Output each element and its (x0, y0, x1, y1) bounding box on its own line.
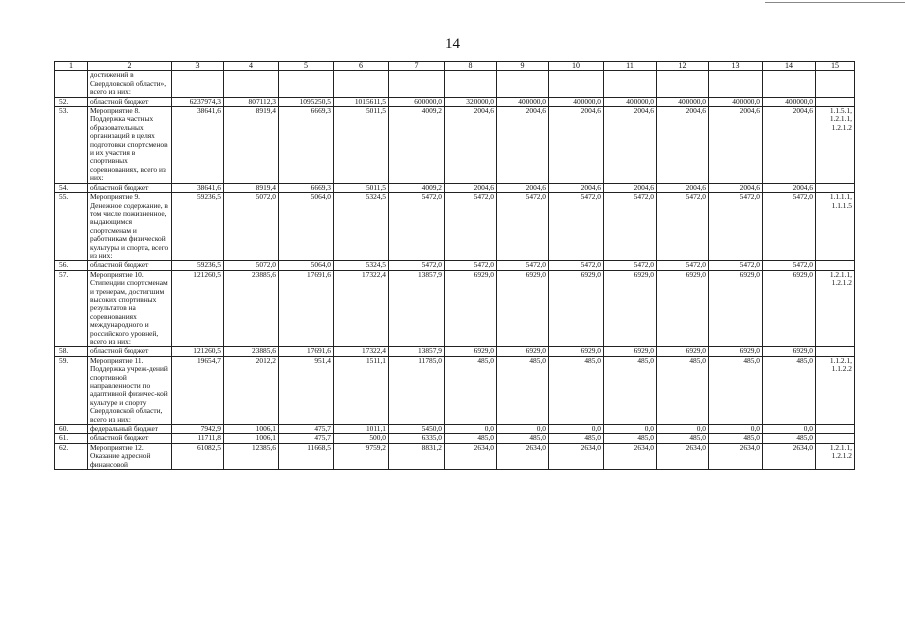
column-number: 11 (604, 62, 657, 71)
column-number: 5 (279, 62, 334, 71)
value-cell: 5064,0 (279, 193, 334, 261)
value-cell: 5472,0 (389, 193, 445, 261)
value-cell: 38641,6 (172, 183, 224, 192)
value-cell: 485,0 (657, 434, 709, 443)
value-cell: 6929,0 (445, 347, 497, 356)
value-cell: 2004,6 (549, 183, 604, 192)
value-cell: 2004,6 (604, 183, 657, 192)
value-cell: 485,0 (497, 356, 549, 424)
value-cell: 485,0 (549, 356, 604, 424)
row-index: 61. (55, 434, 88, 443)
value-cell: 2634,0 (497, 443, 549, 469)
empty-cell (549, 71, 604, 97)
empty-cell (816, 71, 855, 97)
value-cell: 4009,2 (389, 107, 445, 184)
value-cell: 320000,0 (445, 97, 497, 106)
column-number: 4 (224, 62, 279, 71)
table-row (55, 443, 855, 469)
value-cell: 485,0 (763, 356, 816, 424)
value-cell: 400000,0 (657, 97, 709, 106)
table-row (55, 193, 855, 261)
row-name: областной бюджет (88, 261, 172, 270)
value-cell: 0,0 (709, 425, 763, 434)
value-cell: 475,7 (279, 434, 334, 443)
empty-cell (224, 71, 279, 97)
value-cell: 485,0 (604, 434, 657, 443)
value-cell: 5472,0 (445, 193, 497, 261)
target-code-cell: 1.2.1.1, 1.2.1.2 (816, 270, 855, 347)
value-cell: 17691,6 (279, 347, 334, 356)
value-cell: 6929,0 (445, 270, 497, 347)
row-name: областной бюджет (88, 183, 172, 192)
column-number: 7 (389, 62, 445, 71)
empty-cell (389, 71, 445, 97)
target-code-cell (816, 425, 855, 434)
value-cell: 485,0 (497, 434, 549, 443)
value-cell: 5324,5 (334, 193, 389, 261)
value-cell: 11785,0 (389, 356, 445, 424)
value-cell: 5472,0 (604, 193, 657, 261)
empty-cell (172, 71, 224, 97)
row-index: 55. (55, 193, 88, 261)
value-cell: 6929,0 (497, 270, 549, 347)
value-cell: 1011,1 (334, 425, 389, 434)
value-cell: 6669,3 (279, 107, 334, 184)
value-cell: 6929,0 (709, 270, 763, 347)
value-cell: 5472,0 (389, 261, 445, 270)
target-code-cell (816, 261, 855, 270)
table-row (55, 356, 855, 424)
table-row (55, 270, 855, 347)
value-cell: 5472,0 (709, 193, 763, 261)
column-number: 12 (657, 62, 709, 71)
row-name: Мероприятие 12. Оказание адресной финансовой (88, 443, 172, 469)
value-cell: 485,0 (445, 356, 497, 424)
value-cell: 8919,4 (224, 183, 279, 192)
row-name: областной бюджет (88, 347, 172, 356)
column-number-row (55, 62, 855, 71)
empty-cell (604, 71, 657, 97)
empty-cell (497, 71, 549, 97)
value-cell: 6335,0 (389, 434, 445, 443)
value-cell: 485,0 (549, 434, 604, 443)
value-cell: 485,0 (763, 434, 816, 443)
value-cell: 0,0 (549, 425, 604, 434)
row-name: федеральный бюджет (88, 425, 172, 434)
value-cell: 400000,0 (604, 97, 657, 106)
column-number: 10 (549, 62, 604, 71)
value-cell: 400000,0 (497, 97, 549, 106)
row-index: 58. (55, 347, 88, 356)
value-cell: 4009,2 (389, 183, 445, 192)
value-cell: 2004,6 (497, 107, 549, 184)
value-cell: 485,0 (709, 434, 763, 443)
column-number: 8 (445, 62, 497, 71)
value-cell: 38641,6 (172, 107, 224, 184)
value-cell: 59236,5 (172, 261, 224, 270)
value-cell: 2012,2 (224, 356, 279, 424)
value-cell: 2004,6 (549, 107, 604, 184)
value-cell: 0,0 (604, 425, 657, 434)
value-cell: 951,4 (279, 356, 334, 424)
table-row (55, 434, 855, 443)
value-cell: 6669,3 (279, 183, 334, 192)
value-cell: 2634,0 (549, 443, 604, 469)
row-name: Мероприятие 9. Денежное содержание, в том числе пожизненное, выдающимся спортсменам и работникам физической культуры и спорта, всего из них: (88, 193, 172, 261)
table-row (55, 425, 855, 434)
budget-table (54, 61, 855, 470)
value-cell: 807112,3 (224, 97, 279, 106)
value-cell: 5072,0 (224, 193, 279, 261)
value-cell: 6929,0 (657, 347, 709, 356)
value-cell: 6929,0 (604, 347, 657, 356)
column-number: 2 (88, 62, 172, 71)
value-cell: 2004,6 (445, 107, 497, 184)
page-number: 14 (445, 36, 460, 52)
value-cell: 5011,5 (334, 183, 389, 192)
target-code-cell (816, 97, 855, 106)
value-cell: 8831,2 (389, 443, 445, 469)
row-name: Мероприятие 8. Поддержка частных образовательных организаций в целях подготовки спортсменов и их участия в спортивных соревнованиях, всего из них: (88, 107, 172, 184)
row-name: областной бюджет (88, 434, 172, 443)
row-index: 54. (55, 183, 88, 192)
value-cell: 2004,6 (604, 107, 657, 184)
value-cell: 2634,0 (604, 443, 657, 469)
value-cell: 500,0 (334, 434, 389, 443)
value-cell: 1006,1 (224, 425, 279, 434)
row-name: Мероприятие 11. Поддержка учреж-дений спортивной направленности по адаптивной физичес-кой культуре и спорту Свердловской области, всего из них: (88, 356, 172, 424)
value-cell: 5472,0 (549, 261, 604, 270)
value-cell: 2004,6 (709, 107, 763, 184)
table-row (55, 107, 855, 184)
value-cell: 2004,6 (709, 183, 763, 192)
table-body (55, 62, 855, 470)
column-number: 1 (55, 62, 88, 71)
value-cell: 6929,0 (604, 270, 657, 347)
value-cell: 2634,0 (763, 443, 816, 469)
value-cell: 1095250,5 (279, 97, 334, 106)
target-code-cell (816, 347, 855, 356)
value-cell: 400000,0 (709, 97, 763, 106)
value-cell: 485,0 (604, 356, 657, 424)
column-number: 14 (763, 62, 816, 71)
value-cell: 17322,4 (334, 347, 389, 356)
value-cell: 5472,0 (549, 193, 604, 261)
value-cell: 2004,6 (763, 107, 816, 184)
value-cell: 6929,0 (763, 347, 816, 356)
value-cell: 0,0 (657, 425, 709, 434)
value-cell: 19654,7 (172, 356, 224, 424)
value-cell: 9759,2 (334, 443, 389, 469)
value-cell: 13857,9 (389, 270, 445, 347)
value-cell: 17322,4 (334, 270, 389, 347)
value-cell: 485,0 (445, 434, 497, 443)
row-index: 57. (55, 270, 88, 347)
empty-cell (763, 71, 816, 97)
value-cell: 6929,0 (709, 347, 763, 356)
table-row (55, 261, 855, 270)
top-rule (765, 2, 905, 3)
row-index: 60. (55, 425, 88, 434)
empty-cell (445, 71, 497, 97)
value-cell: 5072,0 (224, 261, 279, 270)
value-cell: 5472,0 (604, 261, 657, 270)
value-cell: 600000,0 (389, 97, 445, 106)
value-cell: 6929,0 (657, 270, 709, 347)
value-cell: 2004,6 (445, 183, 497, 192)
continuation-row (55, 71, 855, 97)
row-name: Мероприятие 10. Стипендии спортсменам и тренерам, достигшим высоких спортивных результатов на соревнованиях международного и российского уровней, всего из них: (88, 270, 172, 347)
value-cell: 1006,1 (224, 434, 279, 443)
table-row (55, 183, 855, 192)
table-row (55, 97, 855, 106)
value-cell: 23885,6 (224, 270, 279, 347)
value-cell: 475,7 (279, 425, 334, 434)
value-cell: 5472,0 (657, 193, 709, 261)
value-cell: 400000,0 (763, 97, 816, 106)
value-cell: 2004,6 (657, 107, 709, 184)
continuation-name-cell: достижений в Свердловской области», всего из них: (88, 71, 172, 97)
value-cell: 6929,0 (497, 347, 549, 356)
column-number: 13 (709, 62, 763, 71)
value-cell: 2004,6 (763, 183, 816, 192)
column-number: 3 (172, 62, 224, 71)
value-cell: 23885,6 (224, 347, 279, 356)
value-cell: 5472,0 (657, 261, 709, 270)
value-cell: 11668,5 (279, 443, 334, 469)
value-cell: 485,0 (709, 356, 763, 424)
value-cell: 5472,0 (709, 261, 763, 270)
value-cell: 2004,6 (497, 183, 549, 192)
value-cell: 2634,0 (657, 443, 709, 469)
value-cell: 2634,0 (709, 443, 763, 469)
row-index: 53. (55, 107, 88, 184)
target-code-cell: 1.2.1.1, 1.2.1.2 (816, 443, 855, 469)
value-cell: 6929,0 (763, 270, 816, 347)
target-code-cell: 1.1.2.1, 1.1.2.2 (816, 356, 855, 424)
value-cell: 5472,0 (497, 261, 549, 270)
value-cell: 6929,0 (549, 270, 604, 347)
row-index: 56. (55, 261, 88, 270)
value-cell: 17691,6 (279, 270, 334, 347)
column-number: 6 (334, 62, 389, 71)
value-cell: 13857,9 (389, 347, 445, 356)
table-row (55, 347, 855, 356)
value-cell: 5472,0 (763, 261, 816, 270)
value-cell: 121260,5 (172, 347, 224, 356)
row-name: областной бюджет (88, 97, 172, 106)
value-cell: 485,0 (657, 356, 709, 424)
row-index-cell (55, 71, 88, 97)
value-cell: 7942,9 (172, 425, 224, 434)
target-code-cell (816, 183, 855, 192)
empty-cell (657, 71, 709, 97)
value-cell: 5011,5 (334, 107, 389, 184)
value-cell: 5472,0 (445, 261, 497, 270)
target-code-cell: 1.1.5.1, 1.2.1.1, 1.2.1.2 (816, 107, 855, 184)
empty-cell (709, 71, 763, 97)
column-number: 9 (497, 62, 549, 71)
value-cell: 121260,5 (172, 270, 224, 347)
value-cell: 2634,0 (445, 443, 497, 469)
value-cell: 11711,8 (172, 434, 224, 443)
value-cell: 0,0 (497, 425, 549, 434)
value-cell: 61082,5 (172, 443, 224, 469)
row-index: 62. (55, 443, 88, 469)
target-code-cell: 1.1.1.1, 1.1.1.5 (816, 193, 855, 261)
row-index: 59. (55, 356, 88, 424)
value-cell: 5472,0 (497, 193, 549, 261)
value-cell: 6929,0 (549, 347, 604, 356)
target-code-cell (816, 434, 855, 443)
value-cell: 2004,6 (657, 183, 709, 192)
value-cell: 0,0 (445, 425, 497, 434)
empty-cell (334, 71, 389, 97)
value-cell: 400000,0 (549, 97, 604, 106)
value-cell: 59236,5 (172, 193, 224, 261)
value-cell: 1511,1 (334, 356, 389, 424)
row-index: 52. (55, 97, 88, 106)
value-cell: 5472,0 (763, 193, 816, 261)
empty-cell (279, 71, 334, 97)
column-number: 15 (816, 62, 855, 71)
value-cell: 6237974,3 (172, 97, 224, 106)
value-cell: 12385,6 (224, 443, 279, 469)
value-cell: 5064,0 (279, 261, 334, 270)
value-cell: 0,0 (763, 425, 816, 434)
value-cell: 5450,0 (389, 425, 445, 434)
value-cell: 1015611,5 (334, 97, 389, 106)
value-cell: 5324,5 (334, 261, 389, 270)
value-cell: 8919,4 (224, 107, 279, 184)
